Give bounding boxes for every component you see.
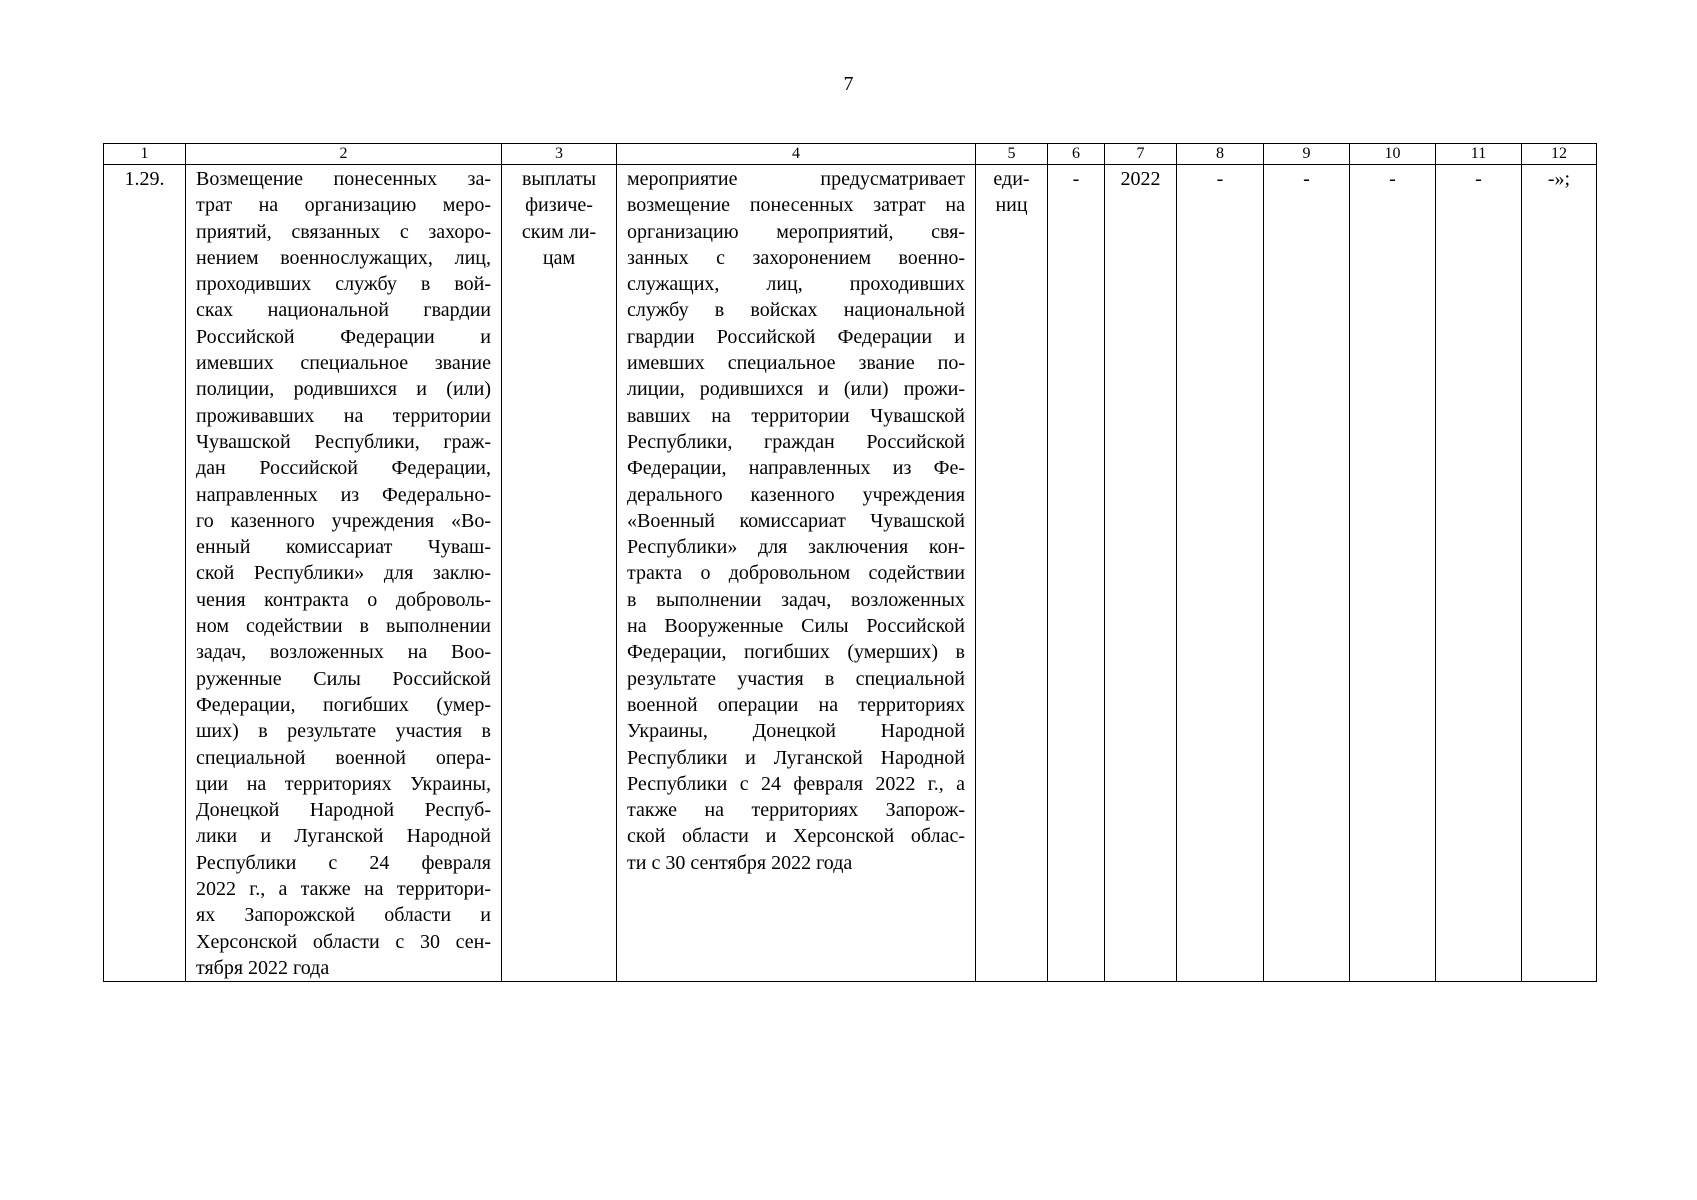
measure-description-text [627,166,965,876]
column-header: 11 [1436,144,1522,165]
column-header: 3 [502,144,617,165]
measures-table [103,143,1597,982]
text-line: имевших специальное звание по- [627,352,965,375]
text-line: гвардии Российской Федерации и [627,325,965,348]
text-line: тября 2022 года [196,956,330,979]
text-line: имевших специальное звание [196,352,491,375]
measure-type-cell [502,165,617,982]
text-line: службу в войсках национальной [627,299,965,322]
text-line: Херсонской области с 30 сен- [196,930,491,953]
text-line: Федерации, погибших (умер- [196,693,491,716]
col12-cell: -»; [1522,165,1597,982]
text-line: результате участия в специальной [627,667,965,690]
text-line: Республики и Луганской Народной [627,746,965,769]
text-line: ном содействии в выполнении [196,615,491,638]
text-line: енный комиссариат Чуваш- [196,536,491,559]
row-number: 1.29. [104,165,186,982]
measure-description-cell [617,165,976,982]
text-line: цам [542,246,576,269]
text-line: дерального казенного учреждения [627,483,965,506]
column-header: 2 [186,144,502,165]
text-line: тракта о добровольном содействии [627,562,965,585]
text-line: мероприятие предусматривает [627,168,965,190]
col9-cell: - [1264,165,1350,982]
text-line: возмещение понесенных затрат на [627,194,965,217]
text-line: нением военнослужащих, лиц, [196,246,491,269]
text-line: служащих, лиц, проходивших [627,273,965,296]
text-line: Федерации, погибших (умерших) в [627,641,965,664]
text-line: на Вооруженные Силы Российской [627,615,965,638]
table-row [104,165,1597,982]
text-line: задач, возложенных на Воо- [196,641,491,664]
column-header: 9 [1264,144,1350,165]
text-line: Республики с 24 февраля 2022 г., а [627,772,965,795]
text-line: Республики, граждан Российской [627,430,965,453]
text-line: приятий, связанных с захоро- [196,220,491,243]
measure-name-text [196,166,491,981]
text-line: вавших на территории Чувашской [627,404,965,427]
text-line: в выполнении задач, возложенных [627,588,965,611]
text-line: лиции, родившихся и (или) прожи- [627,378,965,401]
text-line: Донецкой Народной Респуб- [196,799,491,822]
column-header: 5 [976,144,1048,165]
text-line: Российской Федерации и [196,325,491,348]
unit-text [978,166,1045,219]
text-line: проходивших службу в вой- [196,273,491,296]
text-line: го казенного учреждения «Во- [196,509,491,532]
col6-cell: - [1048,165,1105,982]
text-line: ции на территориях Украины, [196,772,491,795]
text-line: дан Российской Федерации, [196,457,491,480]
column-header: 1 [104,144,186,165]
text-line: выплаты [521,168,597,190]
text-line: еди- [993,168,1030,190]
text-line: организацию мероприятий, свя- [627,220,965,243]
text-line: полиции, родившихся и (или) [196,378,491,401]
page-number: 7 [843,73,854,95]
text-line: Чувашской Республики, граж- [196,430,491,453]
text-line: военной операции на территориях [627,693,965,716]
text-line: физиче- [525,194,593,217]
text-line: ти с 30 сентября 2022 года [627,851,853,874]
text-line: также на территориях Запорож- [627,799,965,822]
text-line: «Военный комиссариат Чувашской [627,509,965,532]
col11-cell: - [1436,165,1522,982]
text-line: Республики» для заключения кон- [627,536,965,559]
measure-type-text [508,166,610,271]
text-line: ших) в результате участия в [196,720,491,743]
measure-name-cell [186,165,502,982]
text-line: занных с захоронением военно- [627,246,965,269]
text-line: ниц [995,194,1028,217]
text-line: 2022 г., а также на территори- [196,878,491,901]
text-line: сках национальной гвардии [196,299,491,322]
column-number-row [104,144,1597,165]
text-line: ской области и Херсонской облас- [627,825,965,848]
column-header: 4 [617,144,976,165]
text-line: трат на организацию меро- [196,194,491,217]
text-line: направленных из Федерально- [196,483,491,506]
text-line: Республики с 24 февраля [196,851,491,874]
col8-cell: - [1177,165,1264,982]
text-line: лики и Луганской Народной [196,825,491,848]
text-line: Украины, Донецкой Народной [627,720,965,743]
text-line: проживавших на территории [196,404,491,427]
column-header: 7 [1105,144,1177,165]
text-line: Возмещение понесенных за- [196,168,491,190]
column-header: 10 [1350,144,1436,165]
text-line: чения контракта о доброволь- [196,588,491,611]
column-header: 8 [1177,144,1264,165]
text-line: руженные Силы Российской [196,667,491,690]
text-line: ским ли- [521,220,597,243]
text-line: Федерации, направленных из Фе- [627,457,965,480]
text-line: специальной военной опера- [196,746,491,769]
column-header: 12 [1522,144,1597,165]
text-line: ях Запорожской области и [196,904,491,927]
column-header: 6 [1048,144,1105,165]
text-line: ской Республики» для заклю- [196,562,491,585]
col10-cell: - [1350,165,1436,982]
year-cell: 2022 [1105,165,1177,982]
unit-cell [976,165,1048,982]
